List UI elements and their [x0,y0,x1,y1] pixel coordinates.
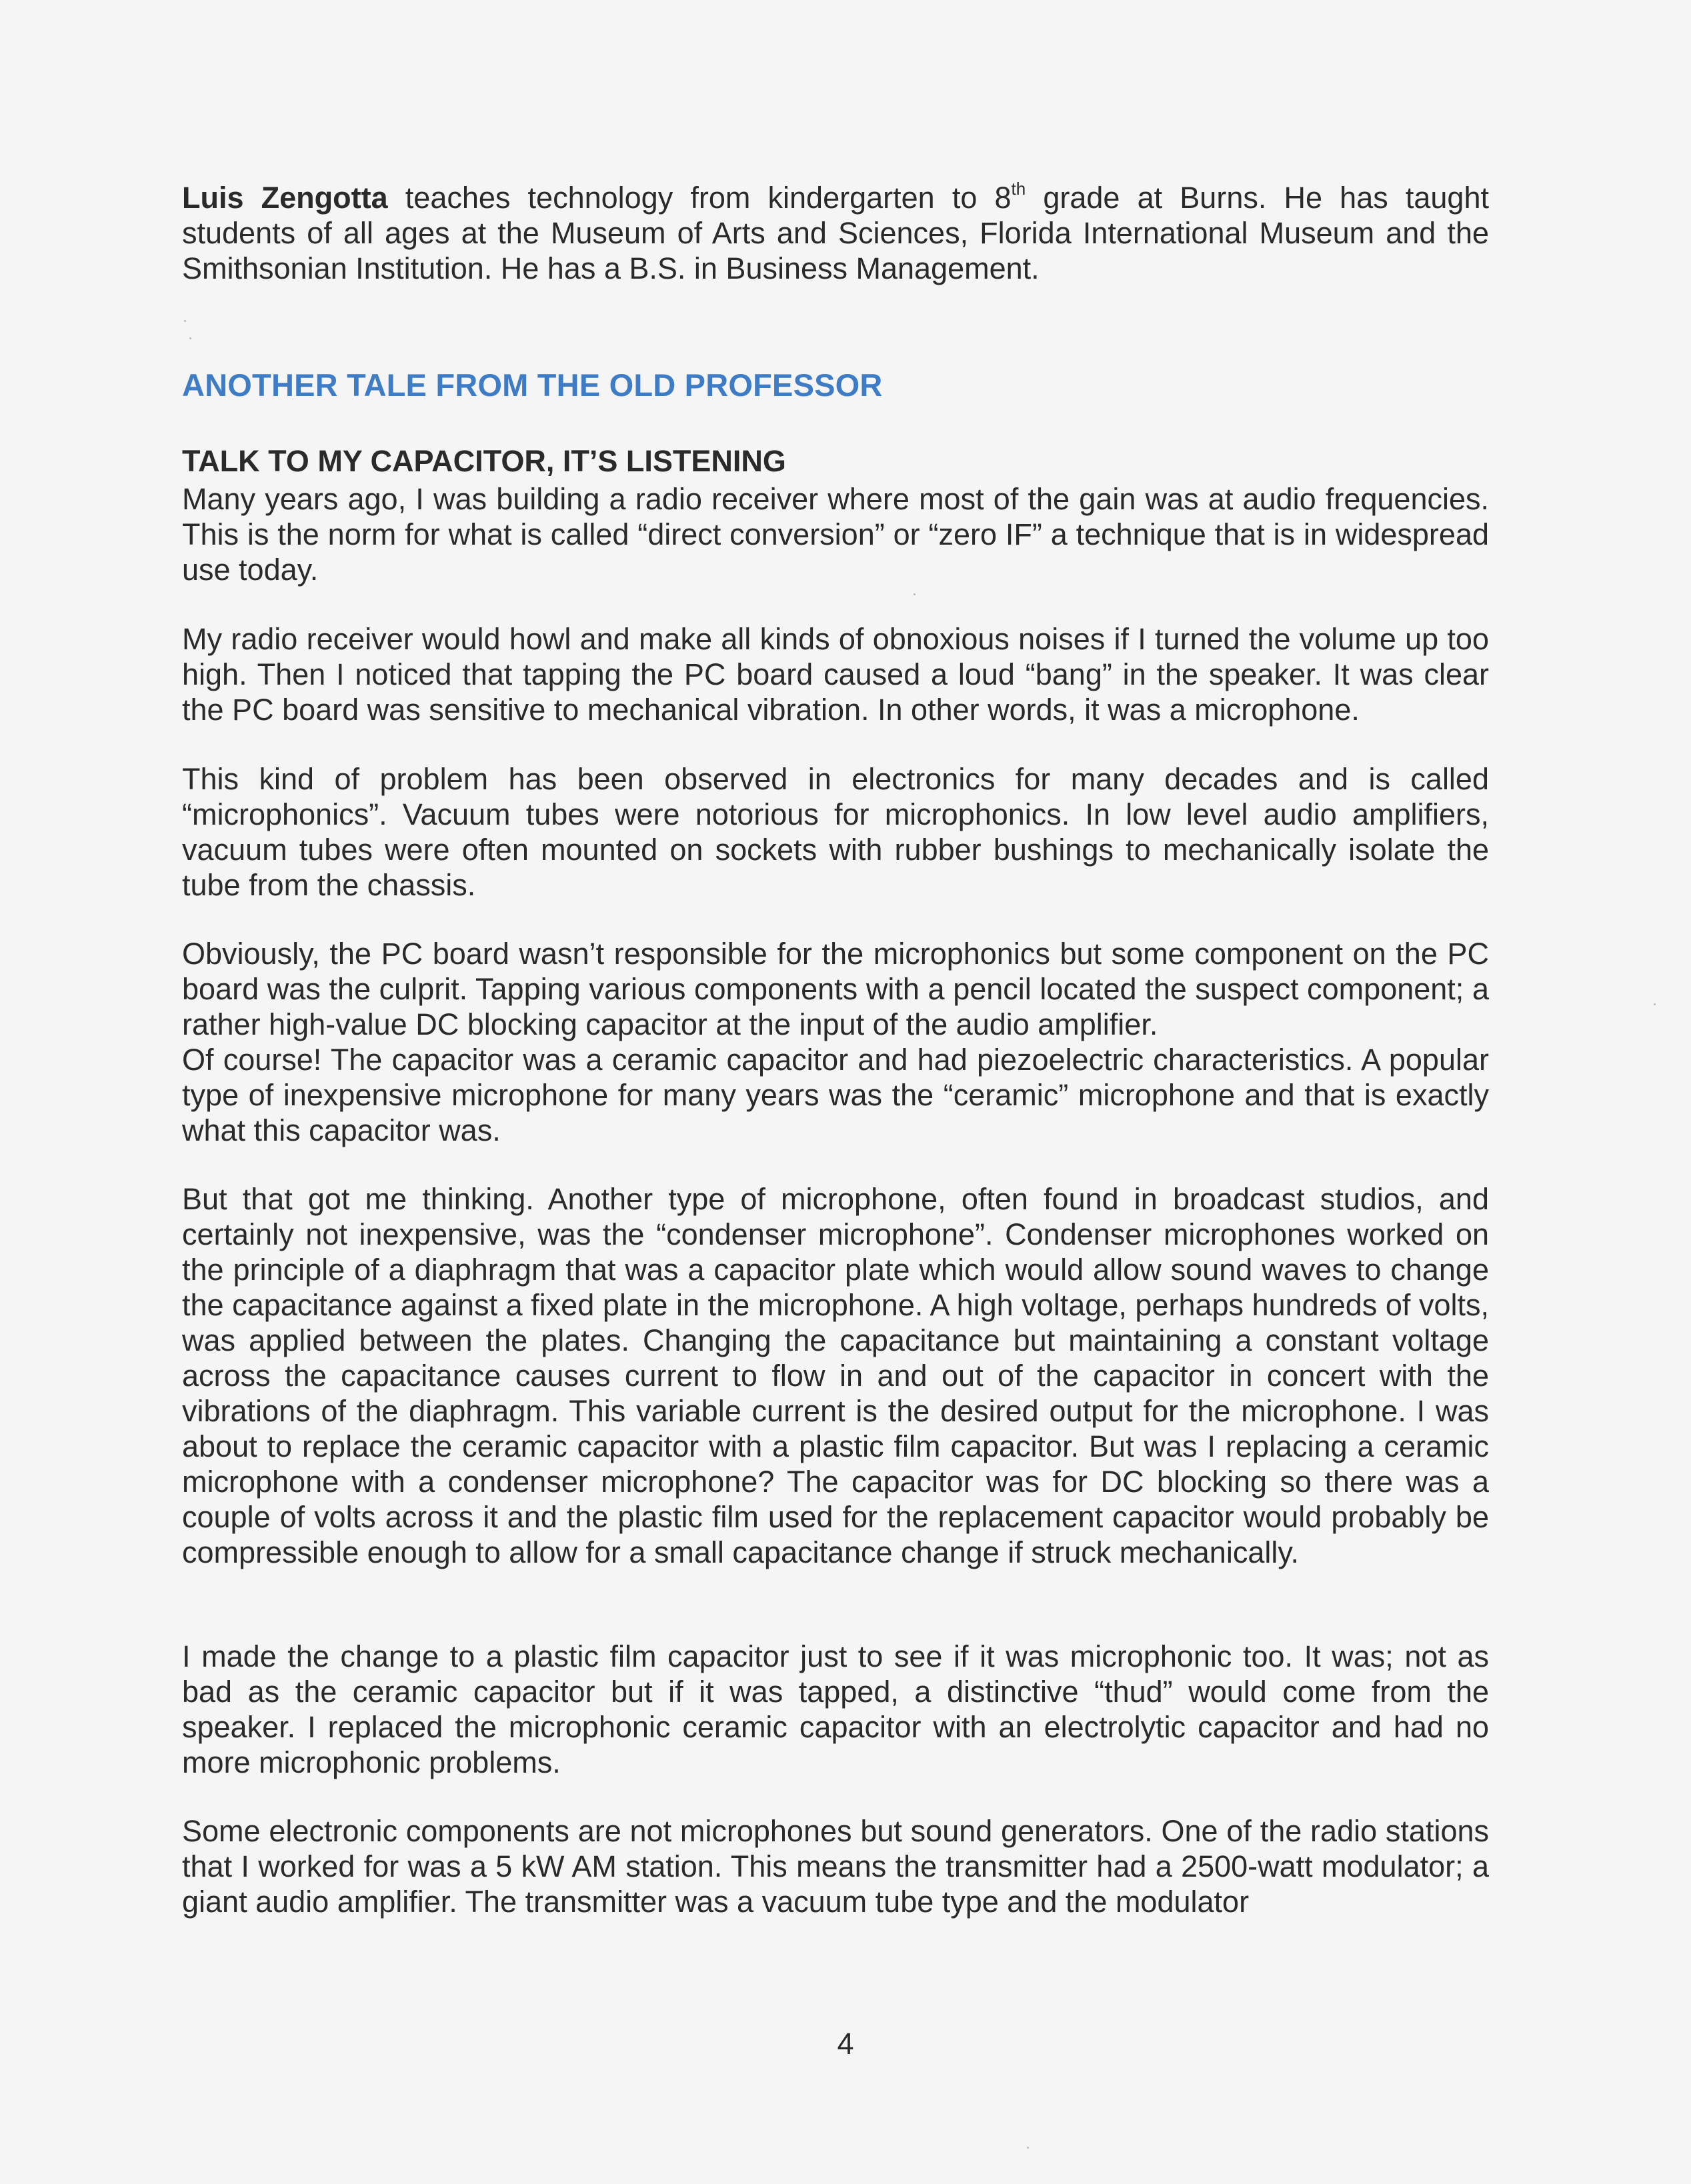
article-title: TALK TO MY CAPACITOR, IT’S LISTENING [182,444,786,478]
section-heading: ANOTHER TALE FROM THE OLD PROFESSOR [182,367,883,403]
paragraph-5: Of course! The capacitor was a ceramic capacitor and had piezoelectric characteristics. A popular type of inexpensive microphone for many years was the “ceramic” microphone and that is exactly what this capacitor was. [182,1043,1489,1147]
paragraph-8: Some electronic components are not microphones but sound generators. One of the radio stations that I worked for was a 5 kW AM station. This means the transmitter had a 2500-watt modulator; a giant audio amplifier. The transmitter was a vacuum tube type and the modulator [182,1814,1489,1919]
scan-speck [189,337,191,339]
scan-speck [914,593,916,595]
paragraph-2: My radio receiver would howl and make all kinds of obnoxious noises if I turned the volume up too high. Then I noticed that tapping the PC board caused a loud “bang” in the speaker. It was clear the PC board was sensitive to mechanical vibration. In other words, it was a microphone. [182,622,1489,727]
paragraph-6: But that got me thinking. Another type of microphone, often found in broadcast studios, and certainly not inexpensive, was the “condenser microphone”. Condenser microphones worked on the principle of a diaphragm that was a capacitor plate which would allow sound waves to change the capacitance against a fixed plate in the microphone. A high voltage, perhaps hundreds of volts, was applied between the plates. Changing the capacitance but maintaining a constant voltage across the capacitance causes current to flow in and out of the capacitor in concert with the vibrations of the diaphragm. This variable current is the desired output for the microphone. I was about to replace the ceramic capacitor with a plastic film capacitor. But was I replacing a ceramic microphone with a condenser microphone? The capacitor was for DC blocking so there was a couple of volts across it and the plastic film used for the replacement capacitor would probably be compressible enough to allow for a small capacitance change if struck mechanically. [182,1182,1489,1569]
bio-text-start: teaches technology from kindergarten to 8 [387,181,1012,215]
scan-speck [1027,2147,1029,2149]
paragraph-7: I made the change to a plastic film capacitor just to see if it was microphonic too. It was; not as bad as the ceramic capacitor but if it was tapped, a distinctive “thud” would come from the speaker. I replaced the microphonic ceramic capacitor with an electrolytic capacitor and had no more microphonic problems. [182,1639,1489,1779]
paragraph-3: This kind of problem has been observed in electronics for many decades and is called “microphonics”. Vacuum tubes were notorious for microphonics. In low level audio amplifiers, vacuum tubes were often mounted on sockets with rubber bushings to mechanically isolate the tube from the chassis. [182,762,1489,902]
paragraph-1: Many years ago, I was building a radio receiver where most of the gain was at audio frequencies. This is the norm for what is called “direct conversion” or “zero IF” a technique that is in widespread use today. [182,482,1489,587]
ordinal-suffix: th [1011,179,1026,199]
scan-speck [184,320,186,322]
author-name: Luis Zengotta [182,181,388,215]
scan-speck [1654,1003,1656,1005]
paragraph-4: Obviously, the PC board wasn’t responsible for the microphonics but some component on the PC board was the culprit. Tapping various components with a pencil located the suspect component; a rather high-value DC blocking capacitor at the input of the audio amplifier. [182,937,1489,1041]
page-number: 4 [837,2027,854,2061]
bio-text-end: grade at Burns. He has taught students of all ages at the Museum of Arts and Sciences, Florida International Museum and the Smithsonian Institution. He has a B.S. in Business Management. [182,181,1489,285]
author-bio [182,180,1489,286]
